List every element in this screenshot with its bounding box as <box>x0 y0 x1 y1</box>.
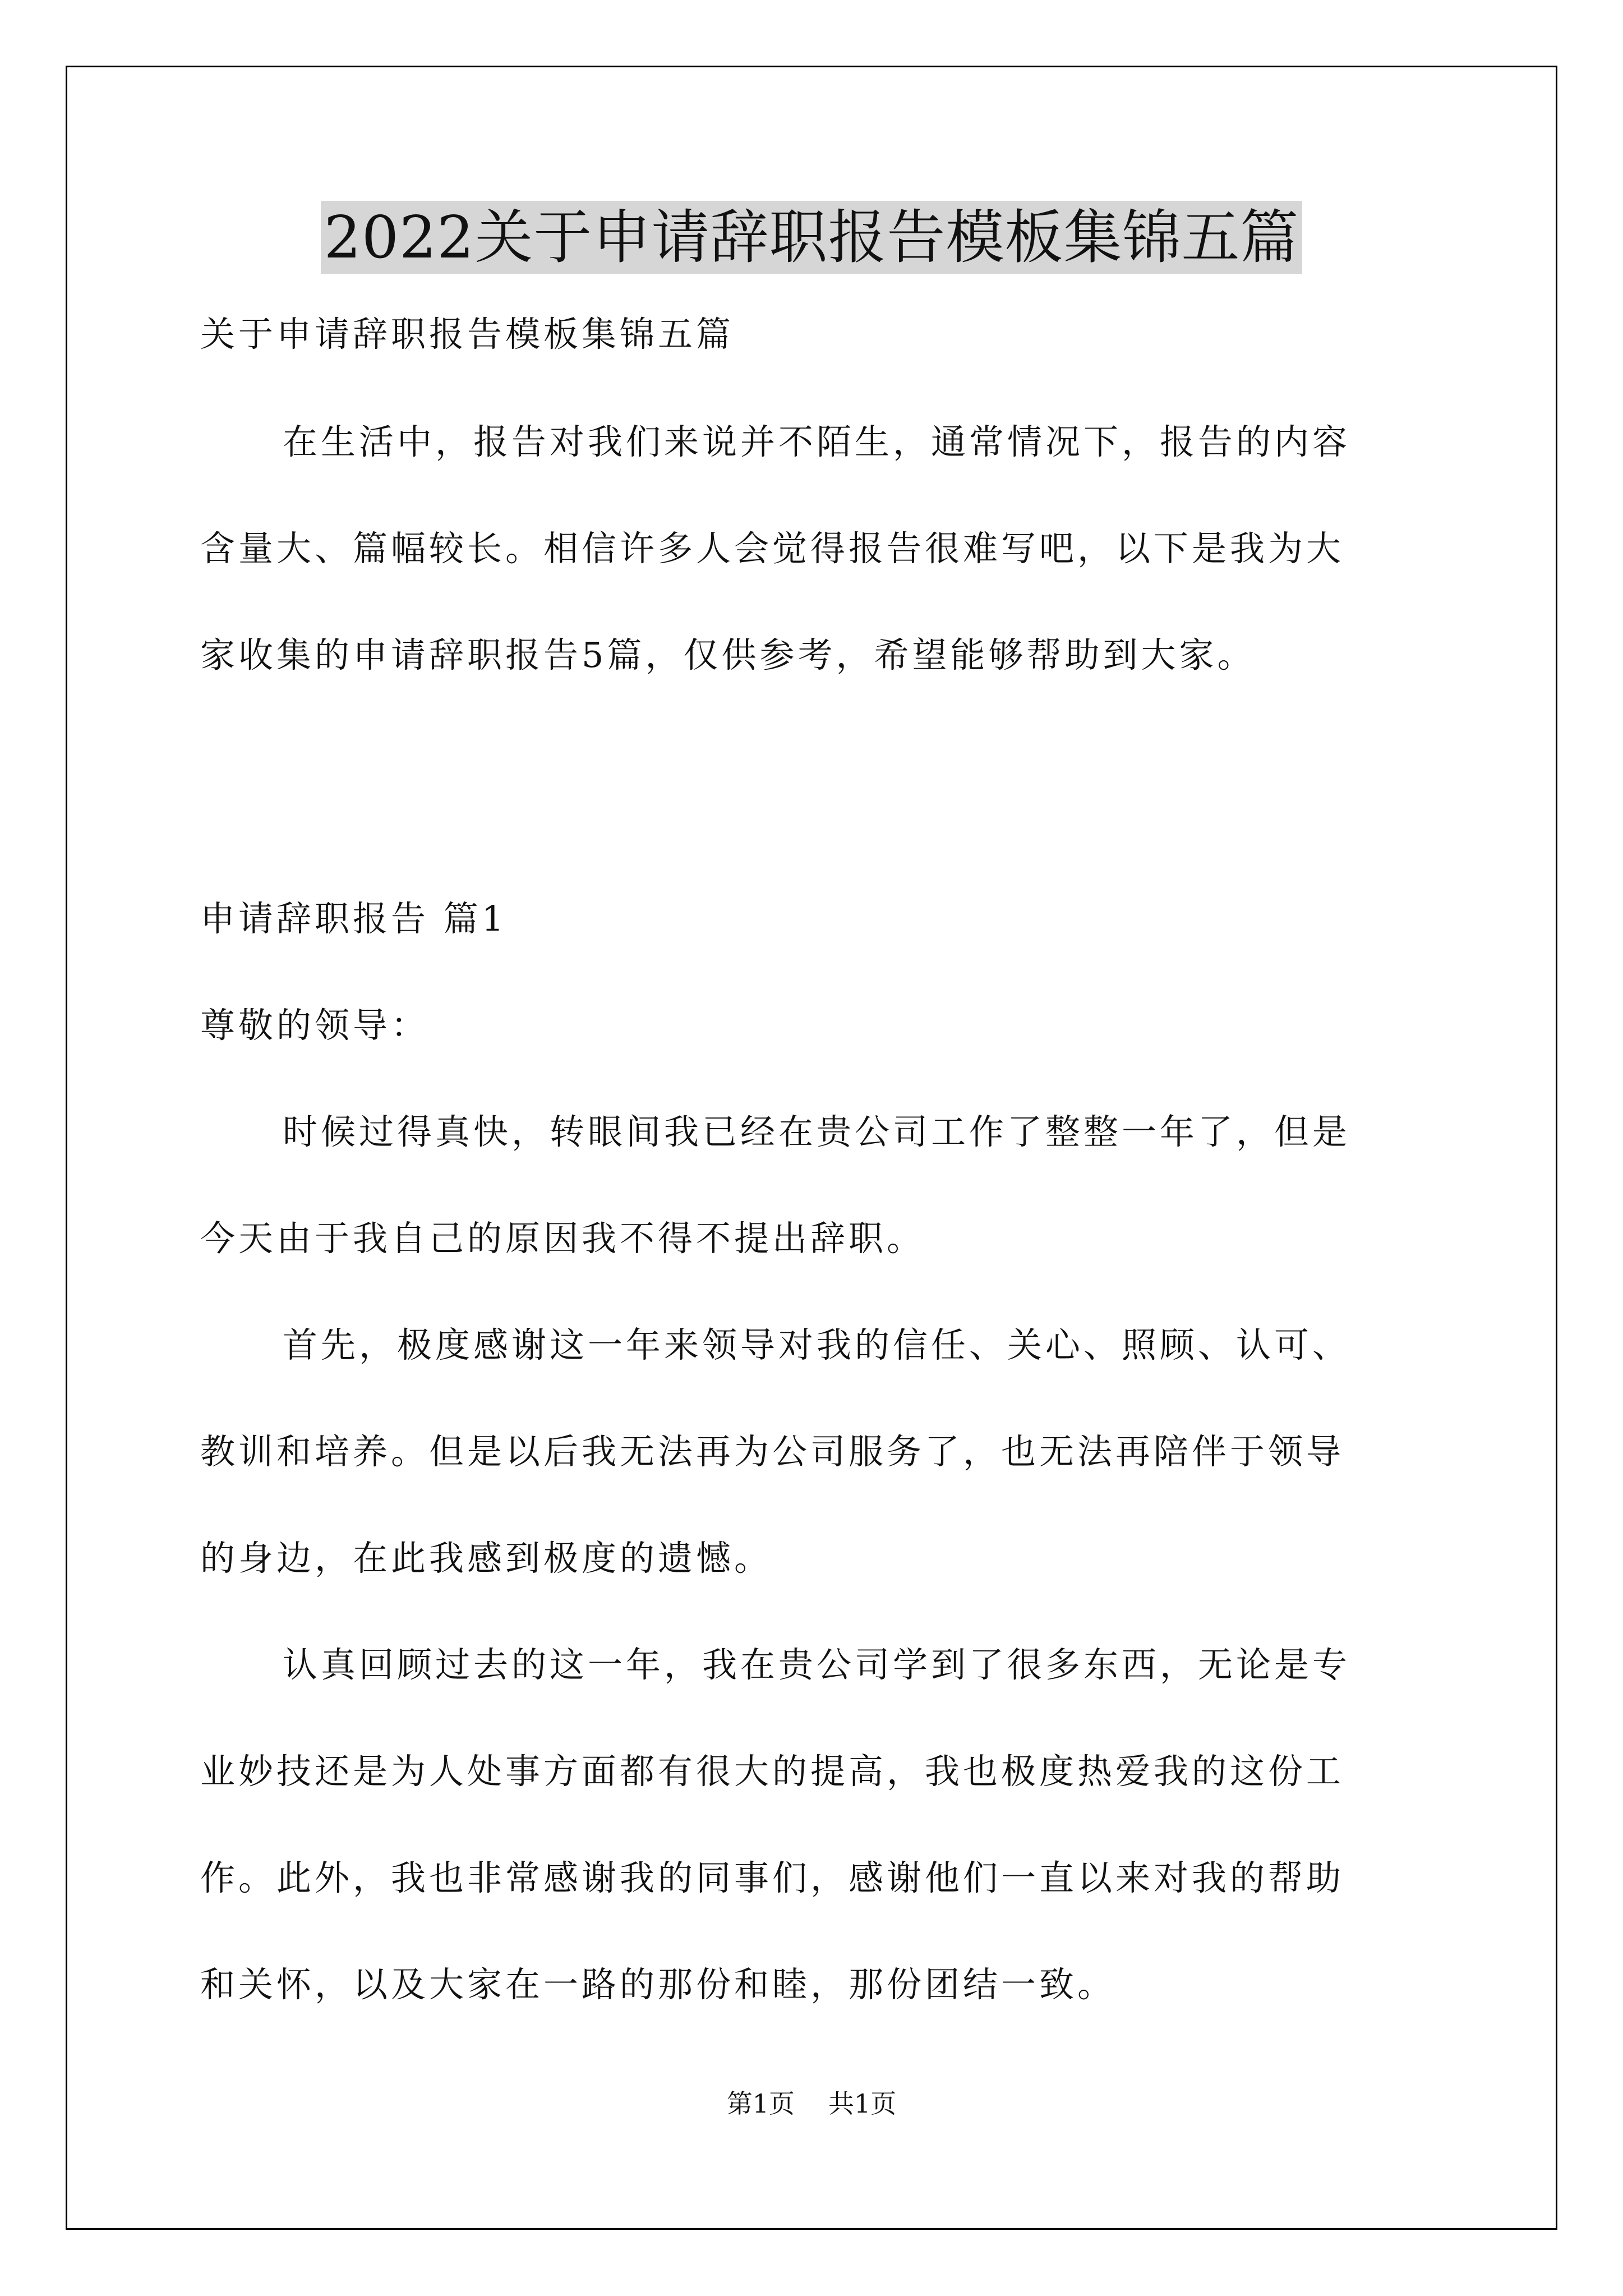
paragraph-line: 业妙技还是为人处事方面都有很大的提高，我也极度热爱我的这份工 <box>200 1751 1345 1792</box>
paragraph-line: 首先，极度感谢这一年来领导对我的信任、关心、照顾、认可、 <box>283 1324 1351 1365</box>
section-heading: 申请辞职报告 篇1 <box>200 898 508 939</box>
paragraph-line: 作。此外，我也非常感谢我的同事们，感谢他们一直以来对我的帮助 <box>200 1857 1345 1898</box>
intro-line: 家收集的申请辞职报告5篇，仅供参考，希望能够帮助到大家。 <box>200 634 1256 675</box>
paragraph-line: 今天由于我自己的原因我不得不提出辞职。 <box>200 1218 925 1259</box>
paragraph-line: 和关怀，以及大家在一路的那份和睦，那份团结一致。 <box>200 1964 1116 2005</box>
document-subtitle: 关于申请辞职报告模板集锦五篇 <box>200 314 735 355</box>
intro-line: 在生活中，报告对我们来说并不陌生，通常情况下，报告的内容 <box>283 421 1351 462</box>
title-container <box>0 201 1623 274</box>
page-number: 第1页 <box>726 2088 795 2119</box>
paragraph-line: 时候过得真快，转眼间我已经在贵公司工作了整整一年了，但是 <box>283 1111 1351 1152</box>
page-footer <box>0 2087 1623 2120</box>
salutation: 尊敬的领导： <box>200 1005 430 1046</box>
intro-line: 含量大、篇幅较长。相信许多人会觉得报告很难写吧，以下是我为大 <box>200 528 1345 569</box>
paragraph-line: 教训和培养。但是以后我无法再为公司服务了，也无法再陪伴于领导 <box>200 1431 1345 1472</box>
paragraph-line: 认真回顾过去的这一年，我在贵公司学到了很多东西，无论是专 <box>283 1644 1351 1685</box>
document-body <box>200 307 1434 2012</box>
document-title: 2022关于申请辞职报告模板集锦五篇 <box>321 201 1303 274</box>
page-total: 共1页 <box>828 2088 897 2119</box>
paragraph-line: 的身边，在此我感到极度的遗憾。 <box>200 1538 773 1579</box>
